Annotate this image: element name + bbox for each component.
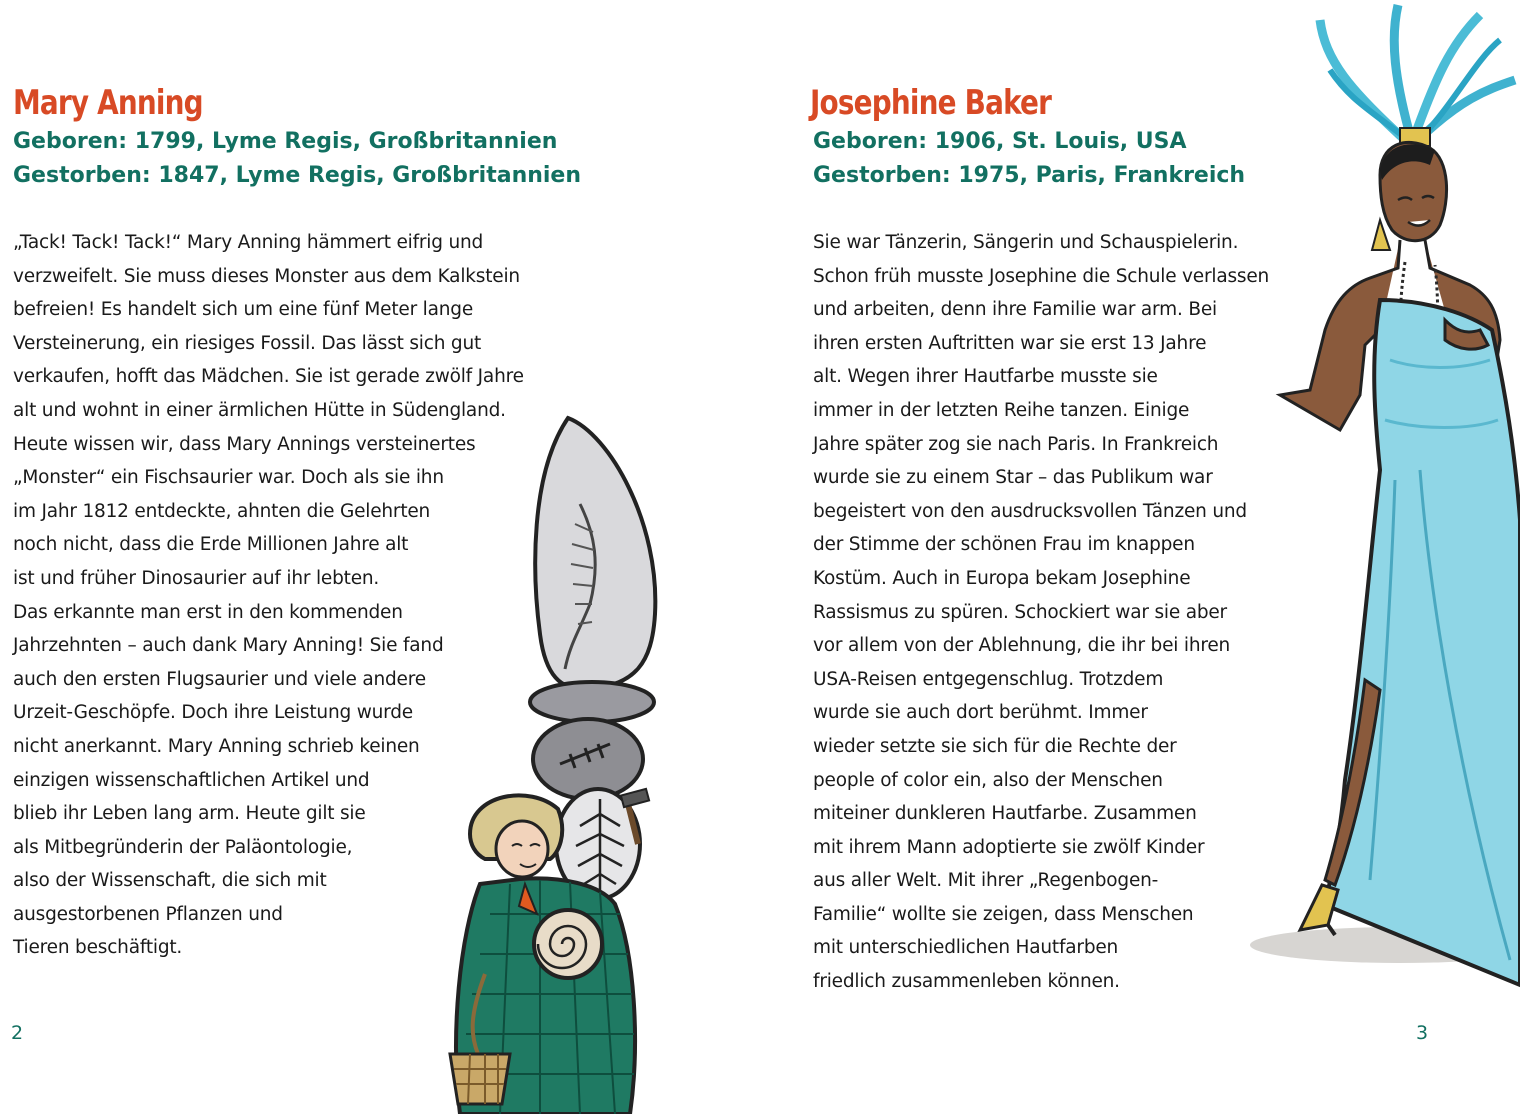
birth-info: Geboren: 1906, St. Louis, USA [813, 129, 1187, 154]
text-line: als Mitbegründerin der Paläontologie, [13, 836, 353, 858]
body-text [813, 226, 1269, 999]
text-line: Familie“ wollte sie zeigen, dass Menschen [813, 903, 1194, 925]
text-line: also der Wissenschaft, die sich mit [13, 870, 327, 892]
text-line: Tieren beschäftigt. [13, 937, 183, 959]
text-line: ihren ersten Auftritten war sie erst 13 Jahre [813, 332, 1207, 354]
text-line: friedlich zusammenleben können. [813, 971, 1120, 993]
text-line: „Tack! Tack! Tack!“ Mary Anning hämmert eifrig und [13, 232, 484, 253]
text-line: der Stimme der schönen Frau im knappen [813, 534, 1195, 556]
text-line: Schon früh musste Josephine die Schule verlassen [813, 265, 1270, 287]
text-line: vor allem von der Ablehnung, die ihr bei ihren [813, 635, 1231, 657]
text-line: Jahrzehnten – auch dank Mary Anning! Sie fand [13, 635, 444, 657]
text-line: Das erkannte man erst in den kommenden [13, 601, 403, 623]
text-line: alt und wohnt in einer ärmlichen Hütte in Südengland. [13, 399, 506, 421]
text-line: aus aller Welt. Mit ihrer „Regenbogen- [813, 870, 1159, 892]
text-line: wurde sie auch dort berühmt. Immer [813, 702, 1148, 724]
text-line: verkaufen, hofft das Mädchen. Sie ist gerade zwölf Jahre [13, 366, 524, 388]
text-line: mit ihrem Mann adoptierte sie zwölf Kinder [813, 836, 1205, 858]
text-line: auch den ersten Flugsaurier und viele andere [13, 668, 426, 690]
gold-shoe-icon [1300, 885, 1338, 930]
page-title-josephine-baker: Josephine Baker [810, 83, 1052, 123]
text-line: nicht anerkannt. Mary Anning schrieb keinen [13, 735, 420, 757]
text-line: ist und früher Dinosaurier auf ihr lebten. [13, 567, 380, 589]
text-line: „Monster“ ein Fischsaurier war. Doch als sie ihn [13, 467, 444, 489]
page-number: 2 [11, 1022, 24, 1044]
text-line: mit unterschiedlichen Hautfarben [813, 937, 1119, 959]
text-line: Heute wissen wir, dass Mary Annings versteinertes [13, 433, 476, 455]
text-line: Versteinerung, ein riesiges Fossil. Das lässt sich gut [13, 332, 482, 354]
text-line: Sie war Tänzerin, Sängerin und Schauspielerin. [813, 232, 1239, 253]
text-line: miteiner dunkleren Hautfarbe. Zusammen [813, 803, 1197, 825]
text-line: noch nicht, dass die Erde Millionen Jahre alt [13, 534, 409, 556]
text-line: Jahre später zog sie nach Paris. In Frankreich [813, 433, 1219, 455]
josephine-baker-illustration [1230, 0, 1520, 1000]
text-line: blieb ihr Leben lang arm. Heute gilt sie [13, 803, 366, 825]
page-title-mary-anning: Mary Anning [13, 83, 203, 123]
text-line: verzweifelt. Sie muss dieses Monster aus dem Kalkstein [13, 265, 520, 287]
text-line: wurde sie zu einem Star – das Publikum war [813, 467, 1213, 489]
text-line: Rassismus zu spüren. Schockiert war sie aber [813, 601, 1227, 623]
birth-info: Geboren: 1799, Lyme Regis, Großbritannien [13, 129, 558, 154]
text-line: alt. Wegen ihrer Hautfarbe musste sie [813, 366, 1158, 388]
text-line: und arbeiten, denn ihre Familie war arm. Bei [813, 299, 1217, 321]
text-line: immer in der letzten Reihe tanzen. Einige [813, 399, 1190, 421]
feather-headdress-icon [1320, 5, 1515, 146]
text-line: people of color ein, also der Menschen [813, 769, 1163, 791]
text-line: ausgestorbenen Pflanzen und [13, 903, 283, 925]
text-line: begeistert von den ausdrucksvollen Tänzen und [813, 500, 1247, 522]
page-number: 3 [1416, 1022, 1429, 1044]
text-line: USA-Reisen entgegenschlug. Trotzdem [813, 668, 1164, 690]
death-info: Gestorben: 1847, Lyme Regis, Großbritannien [13, 163, 582, 188]
text-line: Urzeit-Geschöpfe. Doch ihre Leistung wurde [13, 702, 413, 724]
rock-icon [530, 682, 654, 722]
mary-anning-illustration [440, 414, 680, 1114]
text-line: im Jahr 1812 entdeckte, ahnten die Gelehrten [13, 500, 431, 522]
text-line: wieder setzte sie sich für die Rechte der [813, 735, 1177, 757]
death-info: Gestorben: 1975, Paris, Frankreich [813, 163, 1246, 188]
text-line: einzigen wissenschaftlichen Artikel und [13, 769, 370, 791]
text-line: Kostüm. Auch in Europa bekam Josephine [813, 567, 1191, 589]
right-page [760, 0, 1520, 1114]
text-line: befreien! Es handelt sich um eine fünf Meter lange [13, 299, 473, 321]
